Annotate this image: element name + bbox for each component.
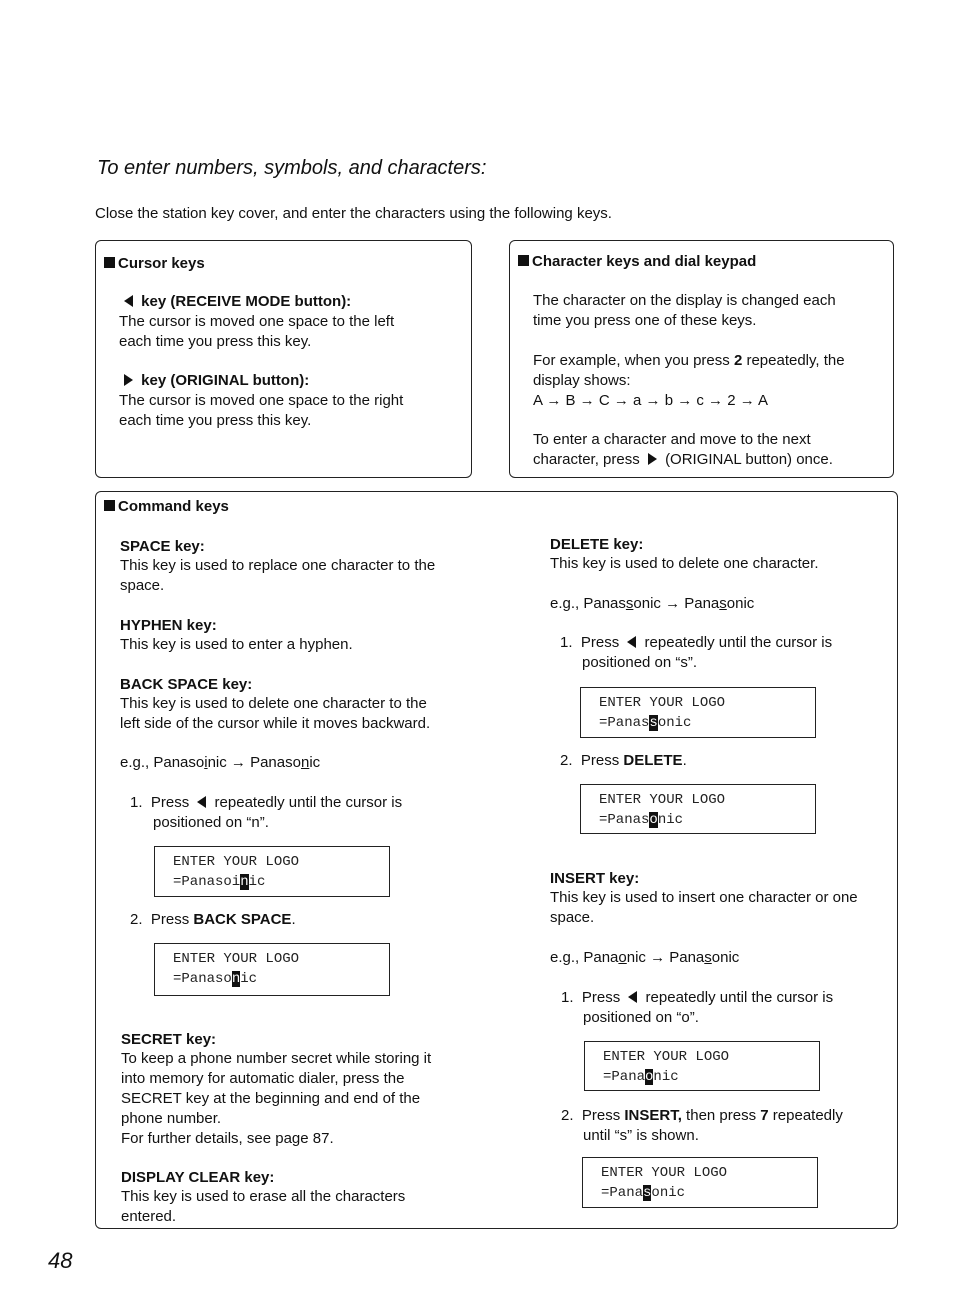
cursor-highlight: n: [240, 874, 249, 890]
cursor-highlight: s: [649, 715, 658, 731]
square-bullet-icon: [104, 500, 115, 511]
lcd-display: ENTER YOUR LOGO =Panaonic: [584, 1041, 820, 1091]
delete-example: e.g., Panassonic → Panasonic: [550, 595, 755, 612]
hyphen-key-desc: This key is used to enter a hyphen.: [120, 636, 353, 653]
lcd-display: ENTER YOUR LOGO =Panasonic: [154, 943, 390, 996]
left-triangle-icon: [124, 295, 133, 307]
insert-step-2: 2. Press INSERT, then press 7 repeatedly until “s” is shown.: [561, 1107, 843, 1144]
display-clear-key-desc: This key is used to erase all the characters entered.: [121, 1188, 406, 1225]
lcd-display: ENTER YOUR LOGO =Panasonic: [582, 1157, 818, 1208]
page-number: 48: [48, 1248, 73, 1273]
character-keys-move: To enter a character and move to the next character, press (ORIGINAL button) once.: [533, 431, 833, 468]
delete-step-2: 2. Press DELETE.: [560, 752, 687, 769]
left-triangle-icon: [628, 991, 637, 1003]
left-triangle-icon: [627, 636, 636, 648]
space-key-title: SPACE key:: [120, 538, 205, 555]
delete-key-title: DELETE key:: [550, 536, 644, 553]
space-key-desc: This key is used to replace one character to the space.: [120, 557, 436, 594]
cursor-highlight: o: [649, 812, 658, 828]
left-key-title: key (RECEIVE MODE button):: [120, 292, 351, 312]
insert-key-title: INSERT key:: [550, 870, 640, 887]
right-key-title: key (ORIGINAL button):: [120, 371, 309, 391]
character-keys-desc: The character on the display is changed each time you press one of these keys.: [533, 292, 836, 329]
cursor-highlight: n: [231, 971, 241, 987]
cursor-keys-box: [95, 240, 472, 478]
backspace-key-title: BACK SPACE key:: [120, 676, 253, 693]
lcd-display: ENTER YOUR LOGO =Panasoinic: [154, 846, 390, 897]
command-keys-title: Command keys: [104, 498, 229, 515]
delete-key-desc: This key is used to delete one character.: [550, 555, 819, 572]
square-bullet-icon: [518, 255, 529, 266]
cursor-highlight: s: [643, 1185, 652, 1201]
insert-example: e.g., Panaonic → Panasonic: [550, 949, 740, 966]
right-triangle-icon: [124, 374, 133, 386]
intro-text: Close the station key cover, and enter the characters using the following keys.: [95, 205, 612, 222]
right-key-desc: The cursor is moved one space to the right each time you press this key.: [119, 392, 404, 429]
left-triangle-icon: [197, 796, 206, 808]
section-heading: To enter numbers, symbols, and characters:: [97, 157, 487, 179]
secret-key-title: SECRET key:: [121, 1031, 217, 1048]
backspace-example: e.g., Panasoinic → Panasonic: [120, 754, 321, 771]
delete-step-1: 1. Press repeatedly until the cursor is positioned on “s”.: [560, 634, 833, 671]
backspace-key-desc: This key is used to delete one character to the left side of the cursor while it moves backward.: [120, 695, 431, 732]
insert-key-desc: This key is used to insert one character or one space.: [550, 889, 858, 926]
square-bullet-icon: [104, 257, 115, 268]
left-key-desc: The cursor is moved one space to the left each time you press this key.: [119, 313, 395, 350]
secret-key-desc: To keep a phone number secret while storing it into memory for automatic dialer, press the SECRET key at the beginning and end of the phone number. For further details, see page 87.: [121, 1050, 432, 1147]
lcd-display: ENTER YOUR LOGO =Panassonic: [580, 687, 816, 738]
right-triangle-icon: [648, 453, 657, 465]
display-clear-key-title: DISPLAY CLEAR key:: [121, 1169, 275, 1186]
lcd-display: ENTER YOUR LOGO =Panasonic: [580, 784, 816, 834]
character-keys-title: Character keys and dial keypad: [518, 253, 756, 270]
insert-step-1: 1. Press repeatedly until the cursor is positioned on “o”.: [561, 989, 834, 1026]
character-sequence: A → B → C → a → b → c → 2 → A: [533, 392, 769, 409]
backspace-step-2: 2. Press BACK SPACE.: [130, 911, 296, 928]
backspace-step-1: 1. Press repeatedly until the cursor is positioned on “n”.: [130, 794, 403, 831]
cursor-highlight: o: [645, 1069, 654, 1085]
character-keys-example: For example, when you press 2 repeatedly, the display shows: A → B → C → a → b → c → 2 → A: [533, 352, 845, 409]
hyphen-key-title: HYPHEN key:: [120, 617, 217, 634]
cursor-keys-title: Cursor keys: [104, 255, 205, 272]
